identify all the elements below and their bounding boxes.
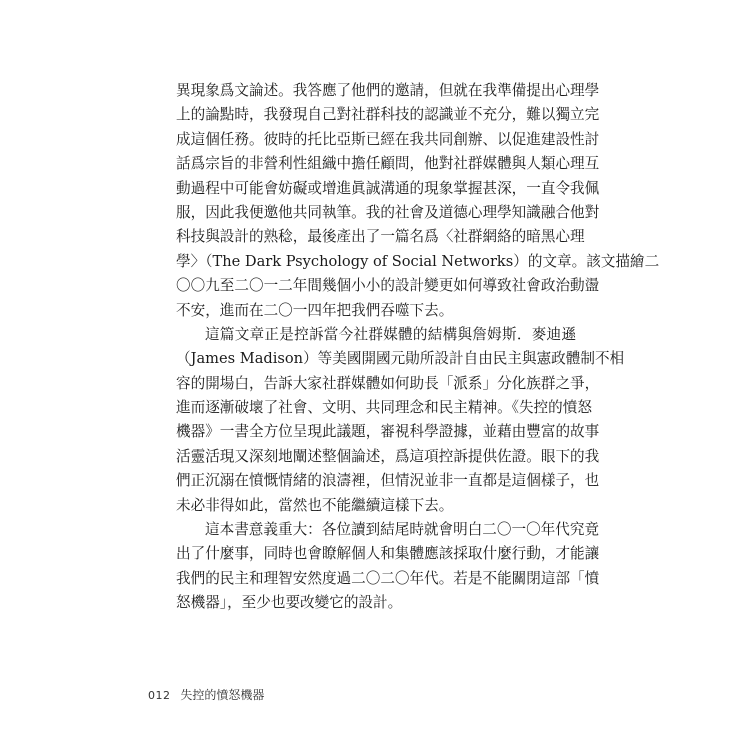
text-line: 動過程中可能會妨礙或增進眞誠溝通的現象掌握甚深，一直令我佩 <box>176 179 600 197</box>
text-line: 上的論點時，我發現自己對社群科技的認識並不充分，難以獨立完 <box>176 106 600 124</box>
text-line: 異現象爲文論述。我答應了他們的邀請，但就在我準備提出心理學 <box>176 82 600 99</box>
text-line: 機器》一書全方位呈現此議題，審視科學證據，並藉由豐富的故事 <box>176 423 600 441</box>
text-line: 科技與設計的熟稔，最後產出了一篇名爲〈社群網絡的暗黑心理 <box>176 228 585 246</box>
paragraph <box>176 518 600 616</box>
text-line: 怒機器」，至少也要改變它的設計。 <box>176 594 403 612</box>
text-line: 成這個任務。彼時的托比亞斯已經在我共同創辦、以促進建設性討 <box>176 130 600 148</box>
text-line: （James Madison）等美國開國元勛所設計自由民主與憲政體制不相 <box>176 350 625 368</box>
body-text <box>176 79 660 616</box>
text-line: 進而逐漸破壞了社會、文明、共同理念和民主精神。《失控的憤怒 <box>176 399 592 417</box>
text-line: 這篇文章正是控訴當今社群媒體的結構與詹姆斯．麥迪遜 <box>205 325 576 343</box>
text-line: 服，因此我便邀他共同執筆。我的社會及道德心理學知識融合他對 <box>176 203 600 221</box>
running-title: 失控的憤怒機器 <box>180 688 265 702</box>
text-line: 們正沉溺在憤慨情緒的浪濤裡，但情況並非一直都是這個樣子，也 <box>176 472 600 490</box>
text-line: 我們的民主和理智安然度過二〇二〇年代。若是不能關閉這部「憤 <box>176 569 600 587</box>
paragraph <box>176 79 660 323</box>
text-line: 未必非得如此，當然也不能繼續這樣下去。 <box>176 496 454 514</box>
text-line: 出了什麼事，同時也會瞭解個人和集體應該採取什麼行動，才能讓 <box>176 545 600 563</box>
text-line: 〇〇九至二〇一二年間幾個小小的設計變更如何導致社會政治動盪 <box>176 277 600 295</box>
page-number: 012 <box>148 689 171 702</box>
text-line: 活靈活現又深刻地闡述整個論述，爲這項控訴提供佐證。眼下的我 <box>176 447 600 465</box>
paragraph <box>176 323 625 518</box>
text-line: 容的開場白，告訴大家社群媒體如何助長「派系」分化族群之爭， <box>176 374 600 392</box>
page-footer <box>148 688 264 703</box>
text-line: 這本書意義重大：各位讀到結尾時就會明白二〇一〇年代究竟 <box>205 521 600 539</box>
text-line: 話爲宗旨的非營利性組織中擔任顧問，他對社群媒體與人類心理互 <box>176 155 600 173</box>
text-line: 不安，進而在二〇一四年把我們吞噬下去。 <box>176 301 454 319</box>
text-line: 學〉（The Dark Psychology of Social Networks）的文章。該文描繪二 <box>176 252 660 270</box>
